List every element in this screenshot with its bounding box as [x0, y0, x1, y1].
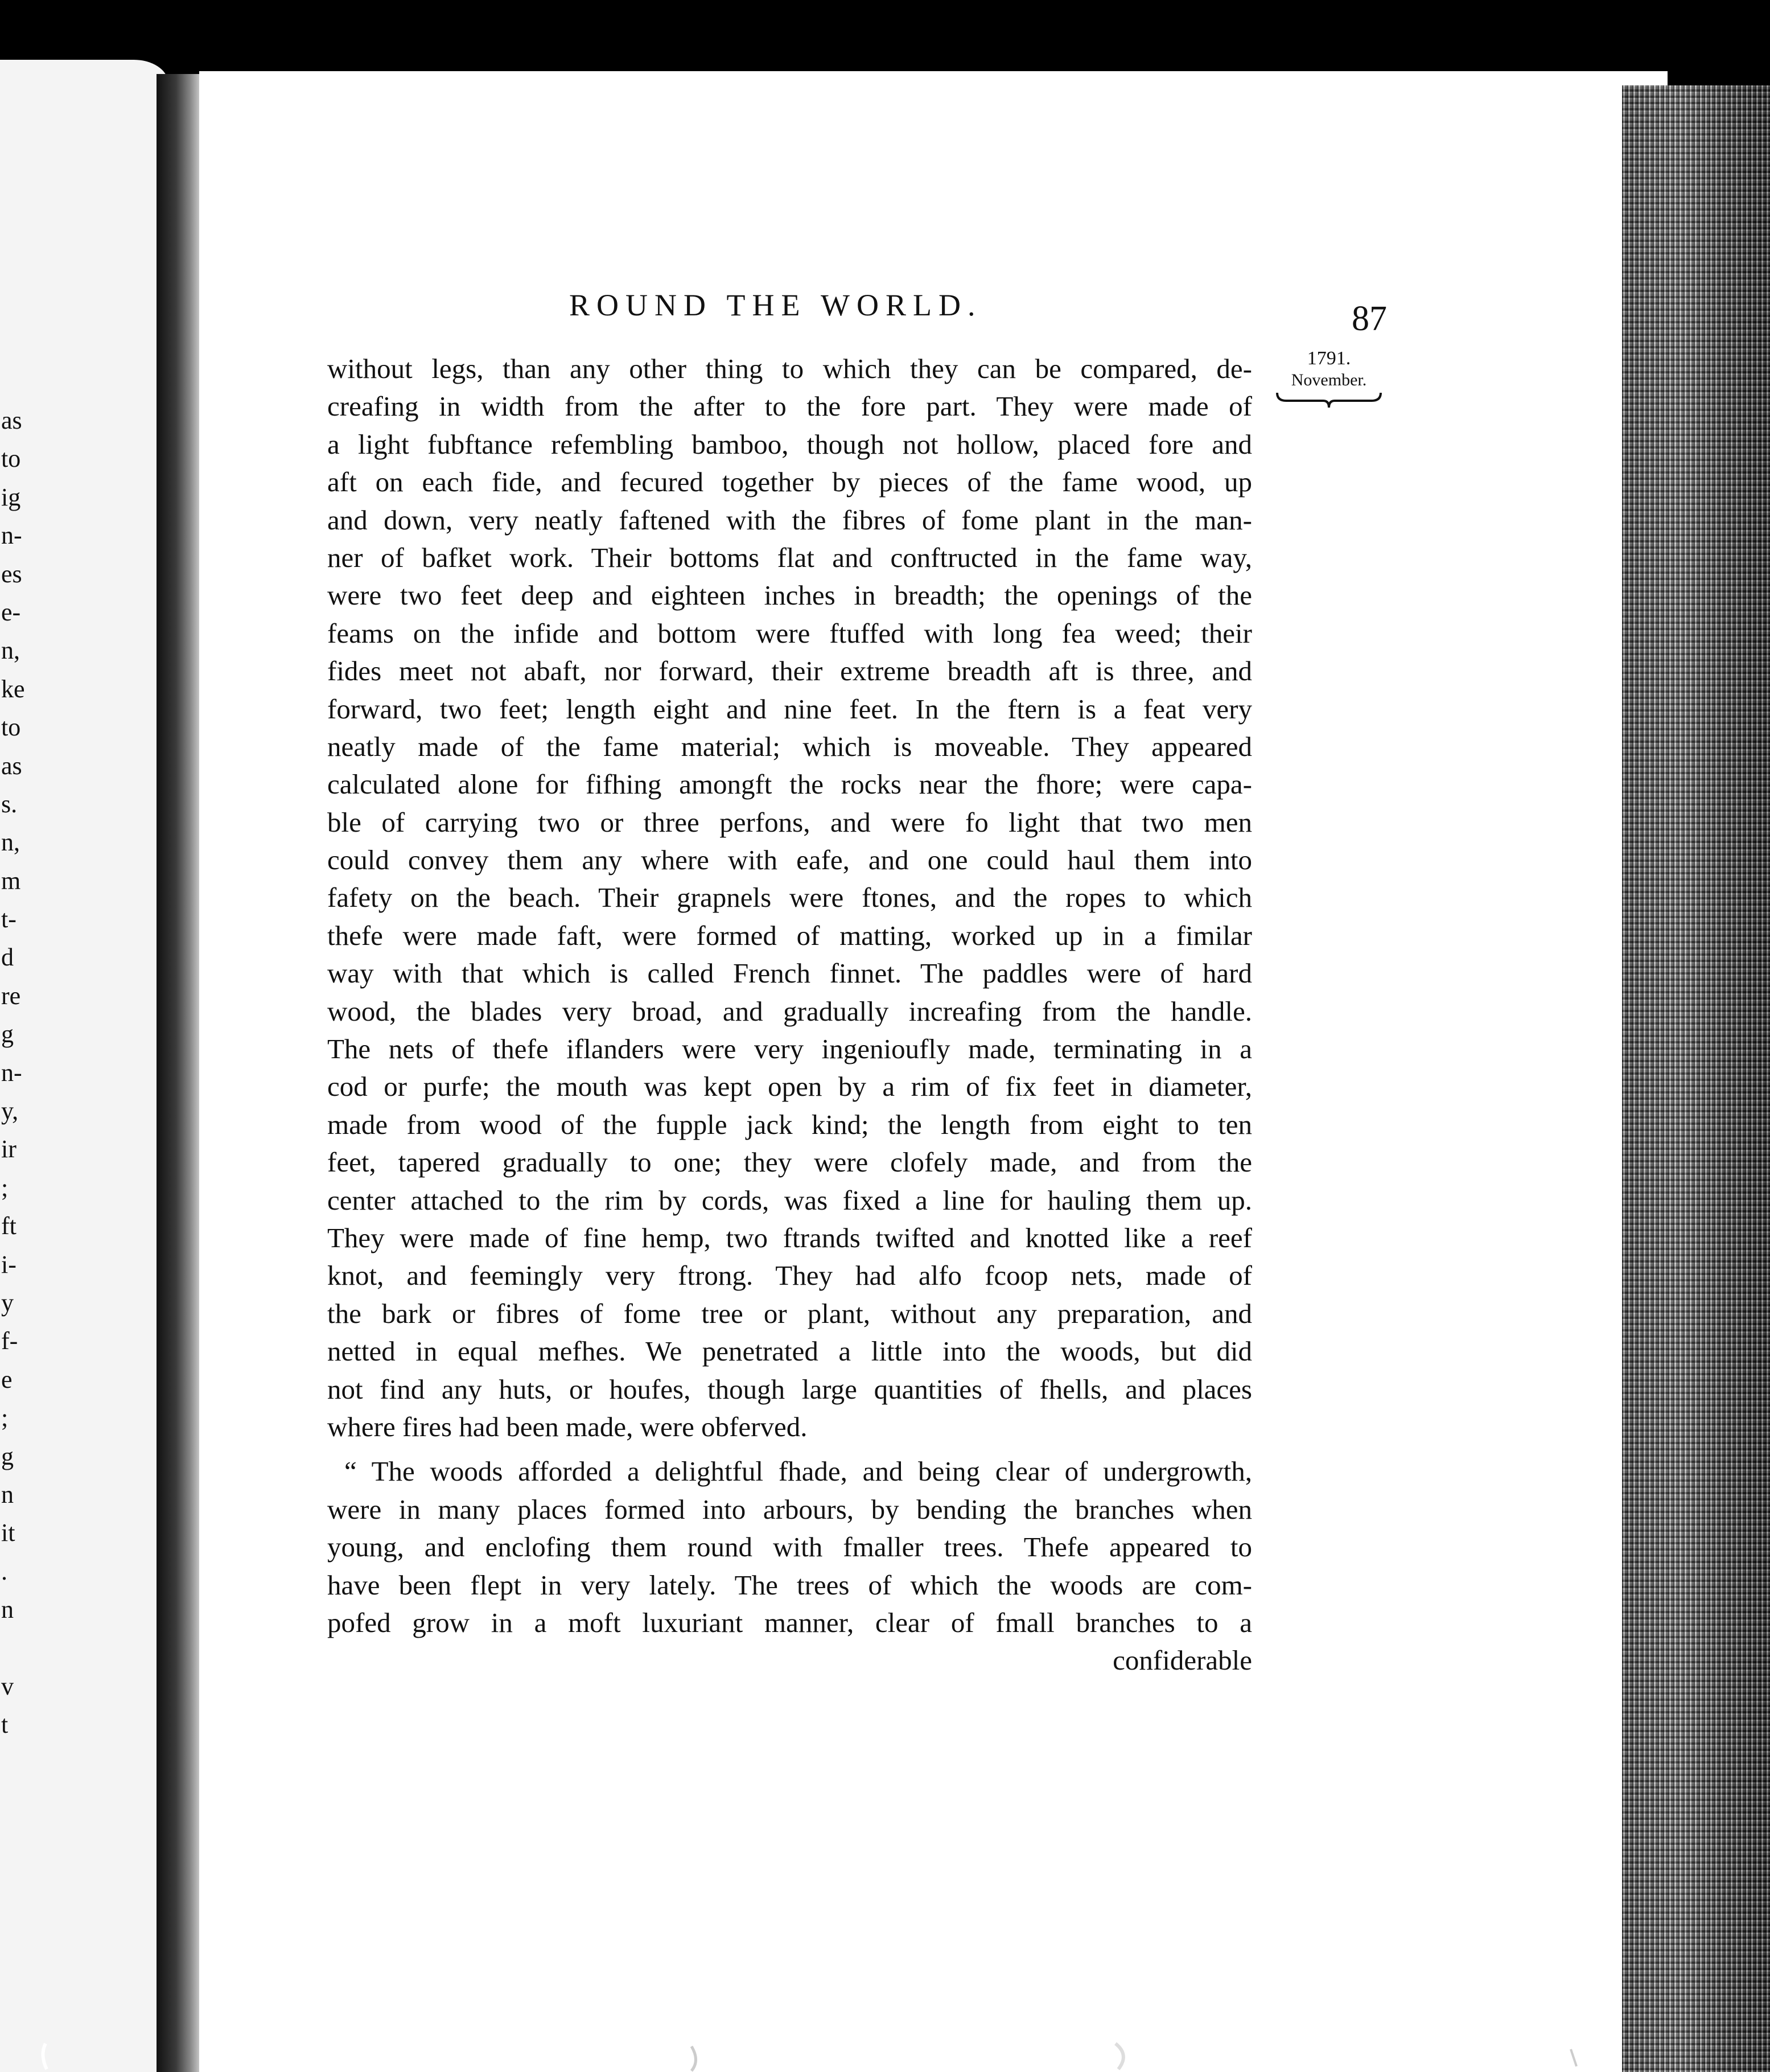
text-line: were two feet deep and eighteen inches in breadth; the openings of the [327, 579, 1252, 611]
left-fragment: t [1, 1711, 9, 1739]
left-fragment: n- [1, 521, 22, 550]
text-line: were in many places formed into arbours, by bending the branches when [327, 1493, 1252, 1525]
left-fragment [1, 1629, 35, 1667]
text-line: fides meet not abaft, nor forward, their extreme breadth aft is three, and [327, 655, 1252, 687]
left-fragment: v [1, 1672, 14, 1700]
left-fragment: ft [1, 1212, 17, 1240]
text-line: thefe were made faft, were formed of matting, worked up in a fimilar [327, 919, 1252, 951]
text-line: creafing in width from the after to the fore part. They were made of [327, 390, 1252, 422]
page-gutter [157, 74, 205, 2072]
text-line: not find any huts, or houfes, though large quantities of fhells, and places [327, 1373, 1252, 1405]
left-fragment: d [1, 943, 14, 972]
left-fragment: to [1, 713, 21, 742]
text-line: cod or purfe; the mouth was kept open by a rim of fix feet in diameter, [327, 1071, 1252, 1103]
brace-icon [1275, 390, 1383, 409]
left-fragment: i- [1, 1250, 17, 1278]
text-line: They were made of fine hemp, two ftrands twifted and knotted like a reef [327, 1222, 1252, 1253]
text-line: made from wood of the fupple jack kind; the length from eight to ten [327, 1108, 1252, 1140]
text-line: feet, tapered gradually to one; they were clofely made, and from the [327, 1146, 1252, 1178]
text-line: feams on the infide and bottom were ftuffed with long fea weed; their [327, 617, 1252, 649]
running-head: ROUND THE WORLD. [569, 288, 982, 322]
left-fragment: n [1, 1480, 14, 1508]
left-fragment: s. [1, 790, 18, 818]
left-fragment: e- [1, 598, 21, 626]
text-line: ner of bafket work. Their bottoms flat and conftructed in the fame way, [327, 541, 1252, 573]
text-line: without legs, than any other thing to which they can be compared, de- [327, 353, 1252, 384]
text-line: fafety on the beach. Their grapnels were ftones, and the ropes to which [327, 882, 1252, 914]
body-text [327, 350, 1252, 1680]
margin-note [1275, 347, 1383, 409]
text-line: neatly made of the fame material; which is moveable. They appeared [327, 730, 1252, 762]
text-line: wood, the blades very broad, and gradually increafing from the handle. [327, 995, 1252, 1027]
text-line: and down, very neatly faftened with the fibres of fome plant in the man- [327, 504, 1252, 536]
text-line: forward, two feet; length eight and nine feet. In the ftern is a feat very [327, 693, 1252, 725]
left-fragment: y, [1, 1097, 19, 1125]
text-line: young, and enclofing them round with fmaller trees. Thefe appeared to [327, 1531, 1252, 1563]
text-line: center attached to the rim by cords, was fixed a line for hauling them up. [327, 1184, 1252, 1216]
left-fragment: g [1, 1442, 14, 1470]
left-fragment: ir [1, 1135, 17, 1164]
left-fragment: to [1, 445, 21, 473]
text-line: way with that which is called French finnet. The paddles were of hard [327, 957, 1252, 989]
left-fragment: ke [1, 675, 25, 703]
catchword: confiderable [1113, 1645, 1252, 1676]
left-fragment: es [1, 560, 22, 588]
left-fragment: as [1, 751, 22, 780]
left-fragment: ; [1, 1404, 9, 1432]
left-fragment: n- [1, 1058, 22, 1087]
text-line: where fires had been made, were obferved. [327, 1411, 808, 1442]
text-line: pofed grow in a moft luxuriant manner, clear of fmall branches to a [327, 1606, 1252, 1638]
left-fragment: re [1, 981, 21, 1010]
margin-year: 1791. [1307, 348, 1351, 369]
left-page-text-fragments [1, 401, 35, 1744]
left-fragment: as [1, 406, 22, 434]
left-fragment: n, [1, 828, 20, 857]
text-line: The nets of thefe iflanders were very ingenioufly made, terminating in a [327, 1033, 1252, 1065]
bottom-edge-marks [0, 2038, 1770, 2072]
text-line: could convey them any where with eafe, and one could haul them into [327, 844, 1252, 876]
left-page [0, 60, 168, 2072]
left-fragment: e [1, 1365, 13, 1393]
left-fragment: . [1, 1557, 7, 1585]
text-line: ble of carrying two or three perfons, and were fo light that two men [327, 806, 1252, 838]
left-fragment: g [1, 1020, 14, 1049]
text-line: have been flept in very lately. The trees of which the woods are com- [327, 1569, 1252, 1601]
left-fragment: ; [1, 1173, 9, 1202]
text-line: aft on each fide, and fecured together by pieces of the fame wood, up [327, 466, 1252, 498]
left-fragment: n [1, 1596, 14, 1624]
text-line: “ The woods afforded a delightful fhade, and being clear of undergrowth, [344, 1456, 1252, 1487]
page-fore-edge [1622, 85, 1770, 2072]
left-fragment: ig [1, 483, 21, 511]
left-fragment: it [1, 1519, 15, 1547]
text-line: netted in equal mefhes. We penetrated a little into the woods, but did [327, 1335, 1252, 1367]
text-line: calculated alone for fifhing amongft the rocks near the fhore; were capa- [327, 768, 1252, 800]
left-fragment: n, [1, 636, 20, 665]
text-line: a light fubftance refembling bamboo, though not hollow, placed fore and [327, 428, 1252, 460]
text-line: knot, and feemingly very ftrong. They had alfo fcoop nets, made of [327, 1260, 1252, 1292]
text-line: the bark or fibres of fome tree or plant, without any preparation, and [327, 1297, 1252, 1329]
page-number: 87 [1352, 299, 1387, 338]
left-fragment: f- [1, 1327, 18, 1355]
margin-month: November. [1291, 371, 1367, 389]
left-fragment: t- [1, 905, 17, 934]
left-fragment: m [1, 866, 21, 895]
left-fragment: y [1, 1288, 14, 1317]
